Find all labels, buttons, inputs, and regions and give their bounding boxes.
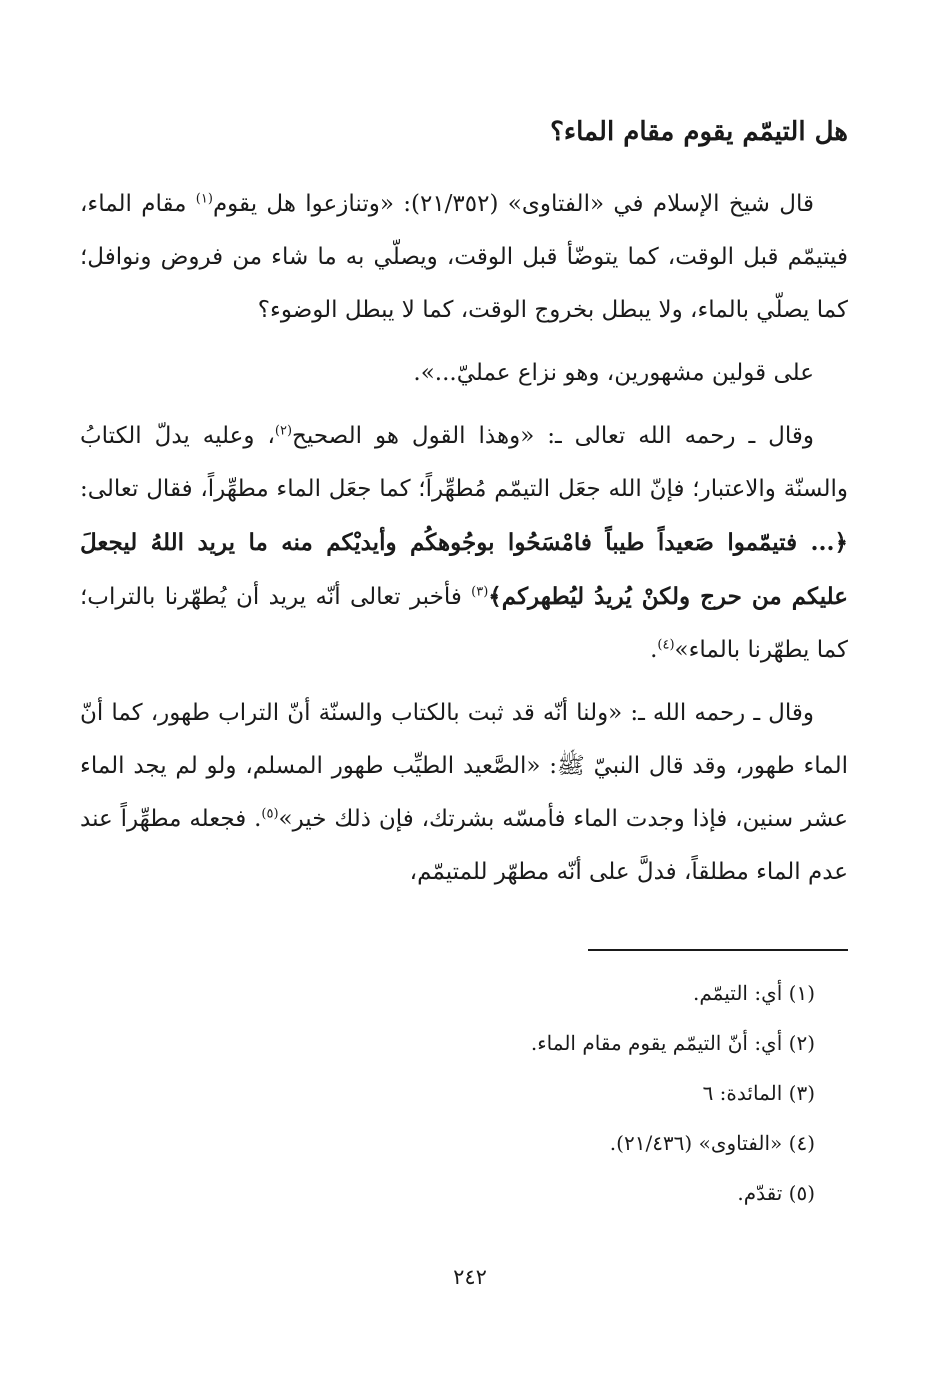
paragraph-3-text-d: . [650, 637, 658, 663]
quran-verse: ﴿... فتيمّموا صَعيداً طيباً فامْسَحُوا بوجُوهكُم وأيديْكم منه ما يريد اللهُ ليجعلَ عليكم من حرج ولكنْ يُريدُ ليُطهركم﴾ [80, 529, 849, 610]
paragraph-4-text-a: وقال ـ رحمه الله ـ: «ولنا أنّه قد ثبت بالكتاب والسنّة أنّ التراب طهور، كما أنّ الماء طهور، وقد قال النبيّ ﷺ: «الصَّعيد الطيِّب طهور المسلم، ولو لم يجد الماء عشر سنين، فإذا وجدت الماء فأمسّه بشرتك، فإن ذلك خير» [80, 700, 848, 832]
section-heading: هل التيمّم يقوم مقام الماء؟ [550, 117, 848, 147]
paragraph-3-text-b: ، وعليه يدلّ الكتابُ والسنّة والاعتبار؛ فإنّ الله جعَل التيمّم مُطهِّراً؛ كما جعَل الماء مطهِّراً، فقال تعالى: [80, 423, 848, 502]
footnote-2: (٢) أي: أنّ التيمّم يقوم مقام الماء. [530, 1031, 815, 1055]
paragraph-3-text-a: وقال ـ رحمه الله تعالى ـ: «وهذا القول هو الصحيح [292, 423, 814, 449]
footnote-1: (١) أي: التيمّم. [693, 981, 815, 1005]
paragraph-2: على قولين مشهورين، وهو نزاع عمليّ...». [413, 360, 814, 386]
paragraph-1-text-b: مقام الماء، فيتيمّم قبل الوقت، كما يتوضّأ قبل الوقت، ويصلّي به ما شاء من فروض ونوافل؛ كما يصلّي بالماء، ولا يبطل بخروج الوقت، كما لا يبطل الوضوء؟ [80, 191, 848, 323]
footnote-ref-2: (٢) [274, 423, 293, 439]
main-text [80, 178, 848, 909]
footnote-ref-4: (٤) [657, 637, 675, 653]
paragraph-4 [80, 687, 848, 899]
footnote-4: (٤) «الفتاوى» (٢١/٤٣٦). [609, 1131, 815, 1155]
footnote-5: (٥) تقدّم. [737, 1181, 815, 1205]
paragraph-1 [80, 178, 848, 337]
footnote-ref-1: (١) [195, 191, 213, 207]
paragraph-4-text-b: . فجعله مطهِّراً عند عدم الماء مطلقاً، فدلَّ على أنّه مطهّر للمتيمّم، [80, 806, 848, 885]
footnotes [115, 968, 815, 1218]
footnote-ref-5: (٥) [261, 806, 279, 822]
footnote-divider [588, 949, 848, 951]
paragraph-1-text-a: قال شيخ الإسلام في «الفتاوى» (٢١/٣٥٢): «وتنازعوا هل يقوم [212, 191, 814, 217]
footnote-ref-3: (٣) [471, 584, 489, 600]
page-number: ٢٤٢ [453, 1265, 487, 1289]
paragraph-3 [80, 410, 848, 677]
footnote-3: (٣) المائدة: ٦ [702, 1081, 815, 1105]
paragraph-3-text-c: فأخبر تعالى أنّه يريد أن يُطهّرنا بالتراب؛ كما يطهّرنا بالماء» [80, 584, 848, 663]
